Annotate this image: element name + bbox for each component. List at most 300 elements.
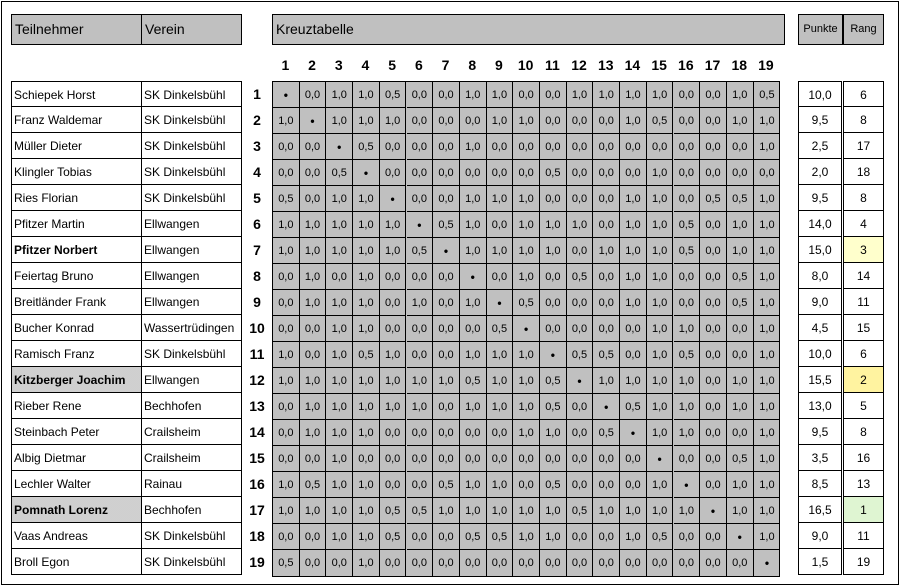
result-cell: 1,0 [300, 420, 327, 446]
player-club: Bechhofen [141, 497, 242, 523]
result-cell: 0,0 [593, 134, 620, 160]
result-cell: 1,0 [754, 108, 781, 134]
row-number: 10 [249, 320, 265, 336]
result-cell: 1,0 [380, 368, 407, 394]
result-cell: 0,0 [380, 290, 407, 316]
rank-cell: 8 [843, 107, 884, 133]
result-cell: 0,0 [407, 108, 434, 134]
result-cell: 1,0 [353, 550, 380, 576]
result-cell: 0,0 [593, 316, 620, 342]
result-cell: 0,5 [487, 316, 514, 342]
points-cell: 13,0 [798, 393, 842, 419]
player-name: Franz Waldemar [11, 107, 142, 133]
result-cell: 0,5 [487, 524, 514, 550]
player-club: SK Dinkelsbühl [141, 133, 242, 159]
result-cell: 0,5 [647, 524, 674, 550]
result-cell: 0,0 [300, 82, 327, 108]
column-number: 6 [414, 57, 423, 73]
result-cell: 0,0 [727, 420, 754, 446]
result-cell: 1,0 [326, 238, 353, 264]
result-cell: 0,5 [727, 186, 754, 212]
result-cell: 1,0 [647, 368, 674, 394]
result-cell: 1,0 [460, 342, 487, 368]
rank-cell: 8 [843, 185, 884, 211]
result-cell: 0,0 [700, 394, 727, 420]
row-number: 17 [249, 502, 265, 518]
result-cell: 1,0 [620, 186, 647, 212]
player-club: SK Dinkelsbühl [141, 81, 242, 107]
result-cell: 1,0 [513, 420, 540, 446]
result-cell: 0,0 [487, 160, 514, 186]
result-cell: 0,5 [674, 238, 701, 264]
result-cell: 0,0 [700, 82, 727, 108]
result-cell: 0,0 [300, 446, 327, 472]
result-cell: 1,0 [353, 290, 380, 316]
points-cell: 9,0 [798, 523, 842, 549]
result-cell: 0,0 [700, 264, 727, 290]
result-cell: 1,0 [300, 394, 327, 420]
result-cell: 0,0 [380, 550, 407, 576]
result-cell: 0,5 [567, 264, 594, 290]
result-cell: 0,0 [460, 160, 487, 186]
result-cell: 1,0 [326, 316, 353, 342]
result-cell: 0,5 [273, 550, 300, 576]
points-cell: 9,5 [798, 419, 842, 445]
result-cell: 0,0 [433, 446, 460, 472]
rank-cell: 4 [843, 211, 884, 237]
points-cell: 14,0 [798, 211, 842, 237]
result-cell: 1,0 [647, 420, 674, 446]
player-club: Wassertrüdingen [141, 315, 242, 341]
self-cell-dot: • [460, 264, 487, 290]
result-cell: 0,0 [700, 290, 727, 316]
result-cell: 1,0 [273, 212, 300, 238]
result-cell: 0,0 [593, 524, 620, 550]
result-cell: 1,0 [567, 82, 594, 108]
result-cell: 0,0 [540, 108, 567, 134]
result-cell: 0,0 [540, 446, 567, 472]
result-cell: 1,0 [754, 134, 781, 160]
result-cell: 1,0 [620, 212, 647, 238]
points-cell: 2,5 [798, 133, 842, 159]
rank-cell: 5 [843, 393, 884, 419]
result-cell: 0,0 [460, 550, 487, 576]
result-cell: 1,0 [460, 134, 487, 160]
result-cell: 0,0 [593, 472, 620, 498]
result-cell: 0,0 [620, 550, 647, 576]
result-cell: 0,0 [700, 472, 727, 498]
result-cell: 1,0 [754, 446, 781, 472]
result-cell: 1,0 [460, 212, 487, 238]
result-cell: 1,0 [380, 394, 407, 420]
result-cell: 1,0 [620, 264, 647, 290]
player-name: Feiertag Bruno [11, 263, 142, 289]
row-number: 2 [253, 112, 261, 128]
result-cell: 0,5 [593, 420, 620, 446]
result-cell: 0,0 [273, 316, 300, 342]
result-cell: 0,0 [620, 160, 647, 186]
rank-cell: 14 [843, 263, 884, 289]
result-cell: 1,0 [326, 290, 353, 316]
result-cell: 1,0 [674, 498, 701, 524]
self-cell-dot: • [380, 186, 407, 212]
result-cell: 0,0 [460, 108, 487, 134]
header-rank: Rang [843, 14, 884, 45]
self-cell-dot: • [326, 134, 353, 160]
result-cell: 0,5 [540, 160, 567, 186]
player-club: Ellwangen [141, 237, 242, 263]
player-name: Schiepek Horst [11, 81, 142, 107]
result-cell: 0,5 [674, 342, 701, 368]
result-cell: 0,0 [620, 342, 647, 368]
self-cell-dot: • [433, 238, 460, 264]
result-cell: 1,0 [487, 342, 514, 368]
result-cell: 1,0 [353, 524, 380, 550]
result-cell: 0,0 [326, 264, 353, 290]
result-cell: 1,0 [326, 420, 353, 446]
result-cell: 1,0 [326, 212, 353, 238]
column-number: 2 [308, 57, 316, 73]
rank-cell: 19 [843, 549, 884, 575]
column-number: 7 [441, 57, 450, 73]
result-cell: 0,0 [674, 446, 701, 472]
result-cell: 0,0 [433, 290, 460, 316]
result-cell: 0,0 [407, 264, 434, 290]
result-cell: 0,0 [513, 134, 540, 160]
row-number: 5 [253, 190, 261, 206]
self-cell-dot: • [540, 342, 567, 368]
result-cell: 0,0 [700, 368, 727, 394]
result-cell: 0,0 [674, 160, 701, 186]
result-cell: 1,0 [727, 472, 754, 498]
result-cell: 0,0 [674, 186, 701, 212]
result-cell: 0,0 [700, 134, 727, 160]
result-cell: 1,0 [380, 212, 407, 238]
result-cell: 0,5 [407, 238, 434, 264]
result-cell: 0,0 [407, 472, 434, 498]
result-cell: 1,0 [647, 498, 674, 524]
row-number: 1 [253, 86, 261, 102]
result-cell: 1,0 [460, 394, 487, 420]
row-number: 14 [249, 424, 265, 440]
result-cell: 0,5 [273, 186, 300, 212]
result-cell: 0,0 [540, 186, 567, 212]
result-cell: 0,5 [700, 186, 727, 212]
result-cell: 1,0 [380, 108, 407, 134]
result-cell: 0,0 [353, 446, 380, 472]
result-cell: 0,5 [380, 524, 407, 550]
result-cell: 0,5 [353, 342, 380, 368]
column-number: 19 [758, 57, 774, 73]
result-cell: 1,0 [727, 368, 754, 394]
player-club: SK Dinkelsbühl [141, 549, 242, 575]
result-cell: 1,0 [487, 186, 514, 212]
result-cell: 0,0 [727, 342, 754, 368]
result-cell: 1,0 [620, 82, 647, 108]
result-cell: 1,0 [273, 498, 300, 524]
result-cell: 1,0 [353, 212, 380, 238]
column-number: 10 [517, 57, 534, 73]
result-cell: 0,0 [273, 134, 300, 160]
result-cell: 0,0 [567, 290, 594, 316]
result-cell: 0,0 [433, 186, 460, 212]
result-cell: 1,0 [513, 108, 540, 134]
result-cell: 0,0 [700, 524, 727, 550]
player-club: Crailsheim [141, 445, 242, 471]
player-name: Albig Dietmar [11, 445, 142, 471]
result-cell: 0,0 [433, 82, 460, 108]
result-cell: 1,0 [647, 394, 674, 420]
result-cell: 1,0 [353, 108, 380, 134]
result-cell: 0,0 [674, 524, 701, 550]
result-cell: 0,0 [407, 446, 434, 472]
rank-cell: 8 [843, 419, 884, 445]
points-cell: 8,0 [798, 263, 842, 289]
result-cell: 1,0 [540, 238, 567, 264]
result-cell: 0,0 [380, 316, 407, 342]
self-cell-dot: • [647, 446, 674, 472]
column-number: 8 [468, 57, 477, 73]
result-cell: 0,5 [754, 82, 781, 108]
result-cell: 0,0 [620, 134, 647, 160]
result-cell: 1,0 [647, 238, 674, 264]
row-number: 6 [253, 216, 261, 232]
rank-cell: 3 [843, 237, 884, 263]
result-cell: 0,0 [300, 160, 327, 186]
result-cell: 1,0 [353, 186, 380, 212]
result-cell: 0,0 [513, 550, 540, 576]
result-cell: 0,5 [433, 212, 460, 238]
result-cell: 0,5 [727, 264, 754, 290]
result-cell: 1,0 [593, 238, 620, 264]
result-cell: 0,5 [540, 394, 567, 420]
player-club: SK Dinkelsbühl [141, 523, 242, 549]
result-cell: 0,0 [433, 394, 460, 420]
self-cell-dot: • [727, 524, 754, 550]
player-name: Vaas Andreas [11, 523, 142, 549]
player-club: Ellwangen [141, 211, 242, 237]
result-cell: 1,0 [540, 498, 567, 524]
column-number: 9 [495, 57, 503, 73]
self-cell-dot: • [487, 290, 514, 316]
result-cell: 1,0 [487, 394, 514, 420]
result-cell: 0,5 [326, 160, 353, 186]
result-cell: 0,0 [593, 290, 620, 316]
result-cell: 1,0 [273, 108, 300, 134]
result-cell: 1,0 [513, 498, 540, 524]
points-cell: 10,0 [798, 81, 842, 107]
result-cell: 0,0 [407, 186, 434, 212]
result-cell: 0,0 [700, 212, 727, 238]
result-cell: 1,0 [513, 394, 540, 420]
result-cell: 1,0 [754, 186, 781, 212]
result-cell: 1,0 [300, 264, 327, 290]
result-grid [272, 81, 780, 577]
result-cell: 0,5 [380, 82, 407, 108]
player-name: Kitzberger Joachim [11, 367, 142, 393]
self-cell-dot: • [700, 498, 727, 524]
player-name: Rieber Rene [11, 393, 142, 419]
points-cell: 10,0 [798, 341, 842, 367]
result-cell: 0,0 [273, 394, 300, 420]
result-cell: 0,5 [727, 446, 754, 472]
points-cell: 3,5 [798, 445, 842, 471]
result-cell: 0,0 [407, 524, 434, 550]
result-cell: 1,0 [754, 212, 781, 238]
result-cell: 0,0 [567, 550, 594, 576]
result-cell: 0,0 [700, 420, 727, 446]
result-cell: 1,0 [487, 108, 514, 134]
result-cell: 0,5 [433, 472, 460, 498]
row-number: 16 [249, 476, 265, 492]
points-cell: 4,5 [798, 315, 842, 341]
row-number: 8 [253, 268, 261, 284]
result-cell: 1,0 [674, 316, 701, 342]
result-cell: 0,0 [674, 264, 701, 290]
row-number: 9 [253, 294, 261, 310]
column-number: 14 [624, 57, 641, 73]
row-number: 4 [253, 164, 261, 180]
result-cell: 1,0 [326, 368, 353, 394]
column-number: 12 [571, 57, 587, 73]
result-cell: 1,0 [754, 420, 781, 446]
result-cell: 0,0 [380, 446, 407, 472]
result-cell: 1,0 [754, 342, 781, 368]
result-cell: 0,5 [407, 498, 434, 524]
result-cell: 1,0 [754, 316, 781, 342]
result-cell: 0,0 [593, 108, 620, 134]
result-cell: 1,0 [647, 264, 674, 290]
player-club: Bechhofen [141, 393, 242, 419]
result-cell: 0,0 [567, 472, 594, 498]
result-cell: 0,5 [380, 498, 407, 524]
result-cell: 0,0 [593, 550, 620, 576]
self-cell-dot: • [513, 316, 540, 342]
result-cell: 1,0 [754, 524, 781, 550]
result-cell: 1,0 [353, 264, 380, 290]
result-cell: 1,0 [593, 368, 620, 394]
result-cell: 1,0 [513, 524, 540, 550]
result-cell: 0,0 [300, 550, 327, 576]
result-cell: 1,0 [754, 498, 781, 524]
result-cell: 1,0 [273, 368, 300, 394]
player-name: Broll Egon [11, 549, 142, 575]
result-cell: 1,0 [273, 472, 300, 498]
row-number: 15 [249, 450, 265, 466]
column-number: 1 [281, 57, 290, 73]
self-cell-dot: • [353, 160, 380, 186]
result-cell: 0,0 [540, 550, 567, 576]
result-cell: 1,0 [460, 290, 487, 316]
result-cell: 0,0 [273, 446, 300, 472]
result-cell: 0,5 [567, 498, 594, 524]
result-cell: 1,0 [353, 82, 380, 108]
result-cell: 0,0 [433, 420, 460, 446]
self-cell-dot: • [674, 472, 701, 498]
result-cell: 0,0 [407, 420, 434, 446]
result-cell: 1,0 [433, 498, 460, 524]
result-cell: 1,0 [513, 368, 540, 394]
player-club: Ellwangen [141, 367, 242, 393]
result-cell: 0,0 [567, 160, 594, 186]
result-cell: 1,0 [513, 238, 540, 264]
result-cell: 1,0 [353, 420, 380, 446]
result-cell: 0,0 [433, 108, 460, 134]
column-number: 3 [334, 57, 343, 73]
points-cell: 1,5 [798, 549, 842, 575]
rank-cell: 16 [843, 445, 884, 471]
result-cell: 1,0 [300, 290, 327, 316]
result-cell: 0,0 [300, 316, 327, 342]
result-cell: 0,0 [700, 160, 727, 186]
result-cell: 0,0 [647, 550, 674, 576]
player-club: Ellwangen [141, 289, 242, 315]
player-club: Crailsheim [141, 419, 242, 445]
result-cell: 1,0 [326, 472, 353, 498]
column-number: 5 [388, 57, 397, 73]
result-cell: 1,0 [513, 186, 540, 212]
row-number: 11 [249, 346, 265, 362]
points-cell: 15,0 [798, 237, 842, 263]
result-cell: 0,0 [433, 134, 460, 160]
column-number: 15 [651, 57, 667, 73]
result-cell: 0,0 [674, 82, 701, 108]
result-cell: 1,0 [273, 238, 300, 264]
result-cell: 1,0 [326, 446, 353, 472]
result-cell: 1,0 [754, 472, 781, 498]
rank-cell: 6 [843, 81, 884, 107]
result-cell: 0,5 [300, 472, 327, 498]
column-number: 4 [361, 57, 370, 73]
result-cell: 1,0 [620, 498, 647, 524]
result-cell: 0,0 [380, 420, 407, 446]
result-cell: 0,0 [567, 238, 594, 264]
result-cell: 1,0 [407, 290, 434, 316]
result-cell: 0,0 [567, 446, 594, 472]
result-cell: 0,0 [273, 264, 300, 290]
result-cell: 1,0 [326, 524, 353, 550]
result-cell: 1,0 [754, 368, 781, 394]
result-cell: 0,5 [593, 342, 620, 368]
row-number: 18 [249, 528, 265, 544]
result-cell: 0,0 [433, 550, 460, 576]
player-name: Ries Florian [11, 185, 142, 211]
result-cell: 0,0 [513, 446, 540, 472]
result-cell: 1,0 [460, 82, 487, 108]
result-cell: 0,0 [433, 524, 460, 550]
result-cell: 0,0 [540, 316, 567, 342]
column-number: 18 [731, 57, 748, 73]
points-cell: 2,0 [798, 159, 842, 185]
result-cell: 0,0 [567, 394, 594, 420]
player-club: SK Dinkelsbühl [141, 159, 242, 185]
result-cell: 0,0 [700, 342, 727, 368]
result-cell: 0,0 [487, 134, 514, 160]
result-cell: 1,0 [754, 290, 781, 316]
result-cell: 0,0 [593, 446, 620, 472]
result-cell: 1,0 [647, 160, 674, 186]
result-cell: 1,0 [620, 290, 647, 316]
result-cell: 1,0 [326, 186, 353, 212]
result-cell: 1,0 [487, 238, 514, 264]
result-cell: 1,0 [300, 238, 327, 264]
result-cell: 1,0 [433, 368, 460, 394]
result-cell: 0,0 [487, 420, 514, 446]
result-cell: 0,5 [353, 134, 380, 160]
result-cell: 0,0 [567, 420, 594, 446]
player-club: Rainau [141, 471, 242, 497]
result-cell: 0,5 [647, 108, 674, 134]
